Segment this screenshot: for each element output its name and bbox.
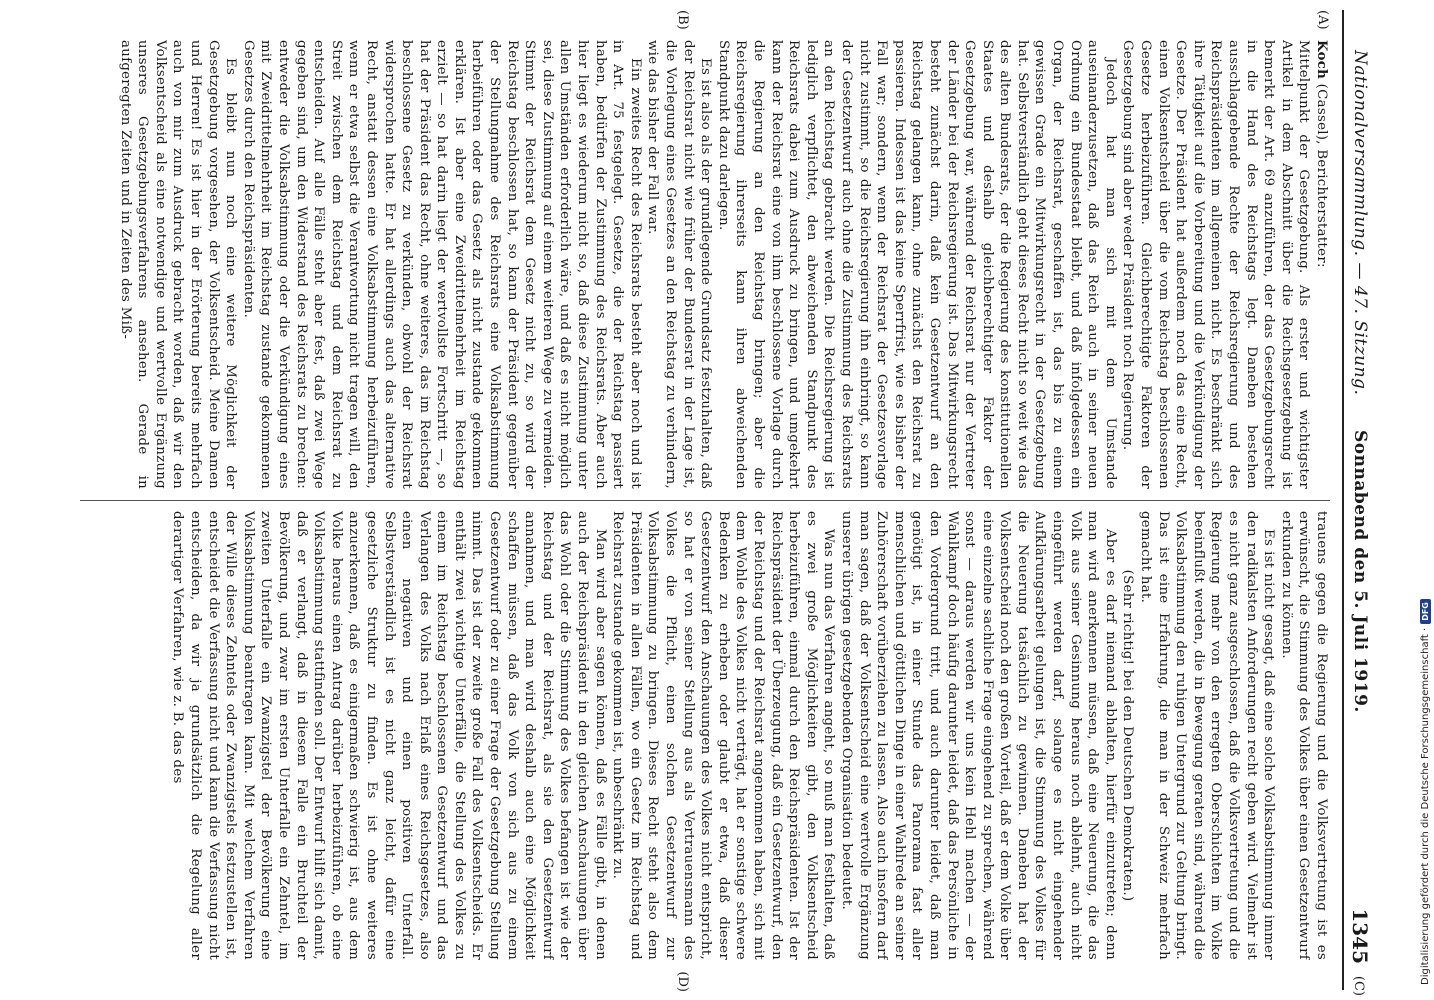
margin-marker-a: (A) [1315, 10, 1330, 30]
paragraph: Aber es darf niemand abhalten, hierfür einzutreten; denn man wird anerkennen müssen, daß eine Neuerung, die das Volk aus seiner Gesinnung heraus noch ablehnt, auch nicht eingeführt werden darf, solange es nicht eingehender Aufklärungsarbeit gelungen ist, die Stimmung des Volkes für die Neuerung tatsächlich zu gewinnen. Daneben hat der Volksentscheid noch den großen Vorteil, daß er dem Volke über eine einzelne sachliche Frage eingehend zu sprechen, während sonst — daraus werden wir uns kein Hehl machen — der Wahlkampf doch häufig darunter leidet, daß das Persönliche in den Vordergrund tritt, und auch darunter leidet, daß man genötigt ist, in einer Stunde das Panorama fast aller menschlichen und göttlichen Dinge in einer Wahlrede an seiner Zuhörerschaft vorüberziehen zu lassen. Also auch insofern darf man sagen, daß der Volksentscheid eine wertvolle Ergänzung unserer übrigen gesetzgebenden Organisation bedeutet. [838, 511, 1118, 960]
speaker-name: Koch [1314, 40, 1329, 80]
session-date: Sonnabend den 5. Juli 1919. [1350, 430, 1370, 713]
paragraph: Es ist nicht gesagt, daß eine solche Volksabstimmung immer den radikalsten Anforderungen recht geben wird. Vielmehr ist es nicht ganz ausgeschlossen, daß die Volksvertretung und die Regierung mehr von den erregten Oberschichten im Volke beeinflußt werden, die in Bewegung geraten sind, während die Volksabstimmung den ruhigen Untergrund zur Geltung bringt. Das ist eine Erfahrung, die man in der Schweiz mehrfach gemacht hat. [1138, 511, 1277, 960]
interjection: (Sehr richtig! bei den Deutschen Demokraten.) [1120, 569, 1136, 902]
margin-marker-d: (D) [675, 971, 690, 992]
column-marker-c: (C) [1351, 975, 1366, 996]
paragraph: Jedoch hat man sich mit dem Umstande auseinanderzusetzen, daß das Reich auch in seiner neuen Ordnung ein Bundesstaat bleibt, und daß infolgedessen ein Organ, der Reichsrat, geschaffen ist, das bis zu einem gewissen Grade ein Mitwirkungsrecht in der Gesetzgebung hat. Selbstverständlich geht dieses Recht nicht so weit wie das des alten Bundesrats, der die Regierung des konstitutionellen Staates und deshalb gleichberechtigter Faktor der Gesetzgebung war, während der Reichsrat nur der Vertreter der Länder bei der Reichsregierung ist. Das Mitwirkungsrecht besteht zunächst darin, daß kein Gesetzentwurf an den Reichstag gelangen kann, ohne zunächst den Reichsrat zu passieren. Indessen ist das keine Sperrfrist, wie es bisher der Fall war; sondern, wenn der Reichsrat der Gesetzesvorlage nicht zustimmt, so die Reichsregierung ihn einbringt, so kann der Gesetzentwurf auch ohne die Zustimmung des Reichsrats an den Reichstag gebracht werden. Die Reichsregierung ist lediglich verpflichtet, den abweichenden Standpunkt des Reichsrats dabei zum Ausdruck zu bringen, und umgekehrt kann der Reichsrat eine von ihm beschlossene Vorlage durch die Regierung an den Reichstag bringen; aber die Reichsregierung ihrerseits kann ihren abweichenden Standpunkt dazu darlegen. [715, 40, 1118, 489]
page-number: 1345 [1348, 908, 1372, 964]
rotated-page [70, 0, 1390, 1000]
left-column [80, 40, 1330, 489]
dfg-logo: DFG [1420, 599, 1431, 624]
speaker-line [1312, 40, 1330, 489]
paragraph: Mittelpunkt der Gesetzgebung. Als erster und wichtigster Artikel in dem Abschnitt über die Reichsgesetzgebung ist bemerkt der Art. 69 anzuführen, der das Gesetzgebungsrecht in die Hand des Reichstags legt. Daneben bestehen ausschlaggebende Rechte der Reichsregierung und des Reichspräsidenten im allgemeinen nicht. Es beschränkt sich ihre Tätigkeit auf die Vorbereitung und die Verkündigung der Gesetze. Der Präsident hat außerdem noch das eine Recht, einen Volksentscheid über die vom Reichstag beschlossenen Gesetze herbeizuführen. Gleichberechtigte Faktoren der Gesetzgebung sind aber weder Präsident noch Regierung. [1120, 40, 1312, 489]
right-column [80, 511, 1330, 960]
paragraph: Ein zweites Recht des Reichsrats besteht aber noch und ist in Art. 75 festgelegt. Gesetze, die der Reichstag passiert haben, bedürfen der Zustimmung des Reichsrats. Aber auch hier liegt es wiederum nicht so, daß diese Zustimmung unter allen Umständen erforderlich wäre, und daß es nicht möglich sei, diese Zustimmung auf einem weiteren Wege zu vermeiden. Stimmt der Reichsrat dem Gesetz nicht zu, so wird der Reichstag beschlossen hat, so kann der Präsident gegenüber der Stellungnahme des Reichsrats eine Volksabstimmung herbeiführen oder das Gesetz als nicht zustande gekommen erklären. Ist aber eine Zweidrittelmehrheit im Reichstag erzielt — so hat darin liegt der wertvollste Fortschritt —, so hat der Präsident das Recht, ohne weiteres, das im Reichstag beschlossene Gesetz zu verkünden, obwohl der Reichsrat widersprochen hatte. Er hat allerdings auch das alternative Recht, anstatt dessen eine Volksabstimmung herbeizuführen, wenn er etwa selbst die Verantwortung nicht tragen will, den Streit zwischen dem Reichstag und dem Reichsrat zu entscheiden. Auf alle Fälle steht aber fest, daß zwei Wege gegeben sind, um den Widerstand des Reichsrats zu brechen: entweder die Volksabstimmung oder die Verkündigung eines mit Zweidrittelmehrheit im Reichstag zustande gekommenen Gesetzes durch den Reichspräsidenten. [240, 40, 643, 489]
paragraph: trauens gegen die Regierung und die Volksvertretung ist es erwünscht, die Stimmung des Volkes über einen Gesetzentwurf erkunden zu können. [1278, 511, 1329, 960]
paragraph: Was nun das Verfahren angeht, so muß man festhalten, daß es zwei große Möglichkeiten gibt, den Volksentscheid herbeizuführen, einmal durch den Reichspräsidenten. Ist der Reichspräsident der Überzeugung, daß ein Gesetzentwurf, den der Reichstag und der Reichsrat angenommen haben, sich mit dem Wohle des Volkes nicht verträgt, hat er sonstige schwere Bedenken zu erheben oder glaubt er etwa, daß dieser Gesetzentwurf den Anschauungen des Volkes nicht entspricht, so hat er von seiner Stellung aus als Vertrauensmann des Volkes die Pflicht, einen solchen Gesetzentwurf zur Volksabstimmung zu bringen. Dieses Recht steht also dem Präsidenten in allen Fällen, wo ein Gesetz im Reichstag und Reichsrat zustande gekommen ist, unbeschränkt zu. [610, 511, 837, 960]
credit-text: Digitalisierung gefördert durch die Deutsche Forschungsgemeinschaft · [1420, 627, 1431, 985]
page-header [1342, 10, 1376, 996]
speaker-note: (Cassel), Berichterstatter: [1314, 83, 1329, 268]
text-columns [80, 40, 1330, 960]
paragraph: Man wird aber sagen können, daß es Fälle gibt, in denen auch der Reichspräsident in den gleichen Anschauungen über das Wohl oder die Stimmung des Volkes befangen ist wie der Reichstag und der Reichsrat, als sie den Gesetzentwurf annahmen, und man wird deshalb auch eine Möglichkeit schaffen müssen, daß das Volk von sich aus zu einem Gesetzentwurf oder zu einer Frage der Gesetzgebung Stellung nimmt. Das ist der zweite große Fall des Volksentscheids. Er enthält zwei wichtige Unterfälle, die Stellung des Volkes zu einem im Reichstag beschlossenen Gesetzentwurf und das Verlangen des Volks nach Erlaß eines Reichsgesetzes, also einen negativen und einen positiven Unterfall. Selbstverständlich ist es nicht ganz leicht, dafür eine gesetzliche Struktur zu finden. Es ist ohne weiteres anzuerkennen, daß es einigermaßen schwierig ist, aus dem Volke heraus einen Antrag darüber herbeizuführen, ob eine Volksabstimmung stattfinden soll. Der Entwurf hilft sich damit, daß er verlangt, daß in diesem Falle ein Bruchteil der Bevölkerung, und zwar im ersten Unterfalle ein Zehntel, im zweiten Unterfalle ein Zwanzigstel der Bevölkerung eine Volksabstimmung beantragen kann. Mit welchem Verfahren der Wille dieses Zehntels oder Zwanzigstels festzustellen ist, entscheidet die Verfassung nicht und kann die Verfassung nicht entscheiden, da wir ja grundsätzlich die Regelung aller derartiger Verfahren, wie z. B. das des [170, 511, 608, 960]
digitization-credit [1420, 599, 1431, 985]
paragraph: Es bleibt nun noch eine weitere Möglichkeit der Gesetzgebung vorgesehen, der Volksentscheid. Meine Damen und Herren! Es ist hier in der Erörterung bereits mehrfach auch von mir zum Ausdruck gebracht worden, daß wir den Volksentscheid als eine notwendige und wertvolle Ergänzung unseres Gesetzgebungsverfahrens ansehen. Gerade in aufgeregten Zeiten und in Zeiten des Miß- [117, 40, 239, 489]
publication-title: Nationalversammlung. — 47. Sitzung. [1350, 50, 1370, 396]
margin-marker-b: (B) [675, 10, 690, 30]
paragraph: Es ist also als der grundlegende Grundsatz festzuhalten, daß der Reichsrat nicht wie früher der Bundesrat in der Lage ist, die Vorlegung eines Gesetzes an den Reichstag zu verhindern, wie das bisher der Fall war. [645, 40, 714, 489]
